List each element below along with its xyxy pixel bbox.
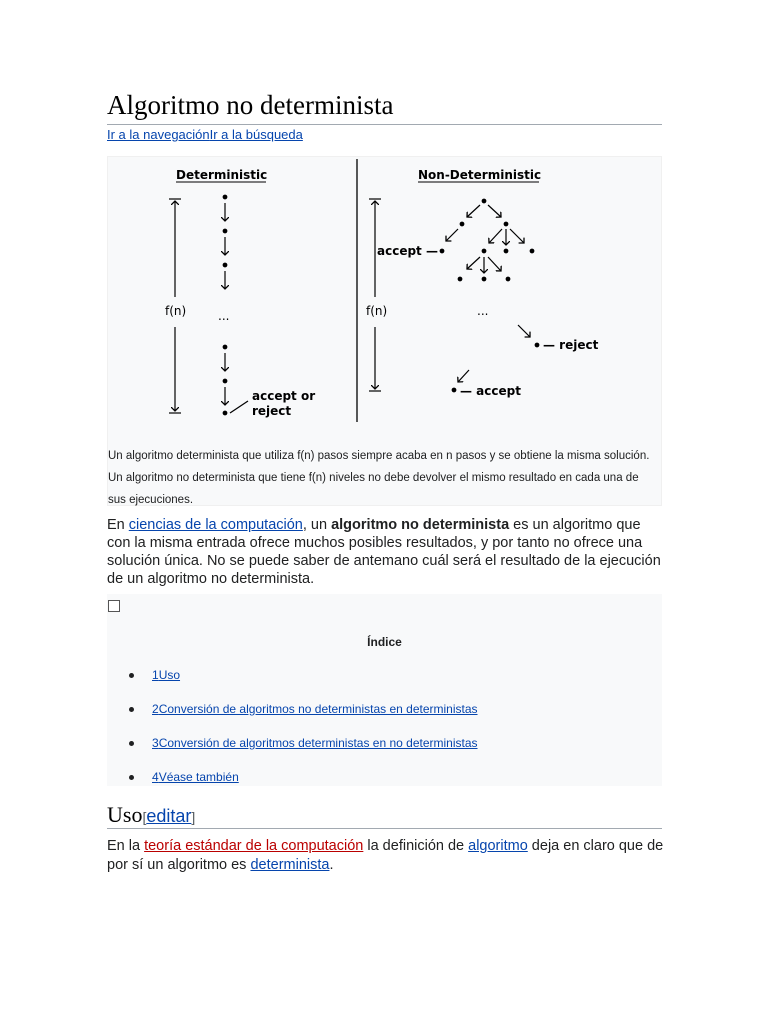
uso-text: la definición de [363,838,469,854]
figure-thumbnail [107,156,662,506]
bracket: ] [191,809,196,825]
reject-label-right: — reject [543,338,599,352]
table-of-contents [107,594,662,786]
toc-toggle-checkbox[interactable] [108,600,120,612]
nondeterministic-title: Non-Deterministic [418,168,542,182]
toc-number: 4 [152,770,159,784]
uso-text: En la [107,838,145,854]
uso-text: deja en claro que de por sí un algoritmo es [107,838,664,873]
accept-or-label: accept or [252,389,316,403]
jump-links [107,127,303,142]
toc-label: Uso [158,668,181,682]
toc-title: Índice [367,635,402,649]
jump-to-navigation-link[interactable]: Ir a la navegación [107,127,210,142]
bullet [129,775,134,780]
toc-link-conversion-nd-to-d[interactable] [152,702,478,716]
edit-section [142,806,195,826]
deterministic-chain [223,195,248,415]
intro-text: , un [302,517,332,533]
algoritmo-link[interactable]: algoritmo [468,838,528,854]
jump-to-search-link[interactable]: Ir a la búsqueda [209,127,303,142]
left-fn-label: f(n) [165,304,187,318]
nondeterministic-tree [440,199,539,392]
intro-bold-term: algoritmo no determinista [331,517,510,533]
section-title: Uso [107,802,143,827]
computer-science-link[interactable]: ciencias de la computación [128,517,303,533]
bracket: [ [142,809,147,825]
intro-text: En [107,517,129,533]
bullet [129,707,134,712]
accept-label-bottom: — accept [460,384,521,398]
edit-section-link[interactable]: editar [146,806,192,826]
determinista-link[interactable]: determinista [250,857,330,873]
bullet [129,741,134,746]
uso-text: . [329,857,334,873]
toc-link-conversion-d-to-nd[interactable] [152,736,478,750]
toc-number: 3 [152,736,159,750]
accept-label-top: accept — [377,244,438,258]
toc-label: Conversión de algoritmos deterministas en no deterministas [158,736,478,750]
right-fn-label: f(n) [366,304,388,318]
section-divider [107,828,662,829]
toc-label: Conversión de algoritmos no deterministas en deterministas [158,702,478,716]
left-ellipsis: ... [218,309,230,323]
deterministic-vs-nondeterministic-diagram [108,157,663,442]
bullet [129,673,134,678]
standard-computation-theory-redlink[interactable]: teoría estándar de la computación [144,838,364,854]
section-heading-uso [107,802,195,828]
right-ellipsis: ... [477,304,489,318]
uso-paragraph [107,837,667,875]
intro-text: es un algoritmo que con la misma entrada ofrece muchos posibles resultados, y por tanto no ofrece una solución única. No se puede saber de antemano cuál será el resultado de la ejecución de un algoritmo no determinista. [107,517,661,587]
toc-number: 1 [152,668,159,682]
reject-label-left: reject [252,404,292,418]
intro-paragraph [107,516,667,588]
toc-link-uso[interactable] [152,668,180,682]
toc-link-vease-tambien[interactable] [152,770,239,784]
toc-label: Véase también [158,770,239,784]
figure-caption: Un algoritmo determinista que utiliza f(n) pasos siempre acaba en n pasos y se obtiene la misma solución. Un algoritmo no determinista que tiene f(n) niveles no debe devolver el mismo resultado en cada una de sus ejecuciones. [108,450,650,506]
title-divider [107,124,662,125]
toc-number: 2 [152,702,159,716]
page-title: Algoritmo no determinista [107,90,394,120]
deterministic-title: Deterministic [176,168,268,182]
